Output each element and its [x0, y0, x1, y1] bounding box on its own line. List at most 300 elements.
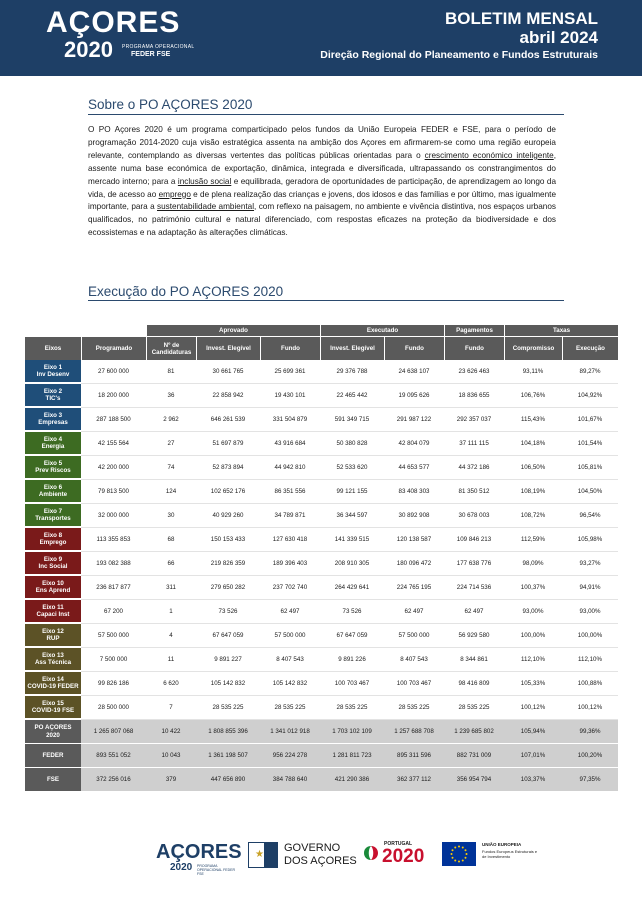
table-cell: 42 155 564	[81, 432, 146, 456]
table-cell: 30 678 003	[444, 504, 504, 528]
table-cell: 8 407 543	[260, 648, 320, 672]
axis-name: Prev Riscos	[35, 467, 71, 474]
table-cell: 52 533 620	[320, 456, 384, 480]
table-cell: 100,37%	[504, 576, 562, 600]
eu-star	[462, 860, 464, 862]
table-cell: 1 341 012 918	[260, 720, 320, 744]
table-row	[25, 576, 618, 600]
table-cell: 100,12%	[562, 696, 618, 720]
table-row	[25, 480, 618, 504]
table-row	[25, 432, 618, 456]
axis-label	[25, 408, 81, 432]
table-cell: 56 929 580	[444, 624, 504, 648]
group-blank	[25, 325, 146, 336]
table-cell: 956 224 278	[260, 744, 320, 768]
table-cell: 30 661 765	[196, 360, 260, 384]
table-cell: 98 416 809	[444, 672, 504, 696]
table-cell: 1	[146, 600, 196, 624]
table-cell: 150 153 433	[196, 528, 260, 552]
axis-number: Eixo 14	[42, 675, 64, 683]
footer-portugal-year: 2020	[382, 846, 425, 867]
table-row	[25, 360, 618, 384]
table-cell: 43 916 684	[260, 432, 320, 456]
table-cell: 279 650 282	[196, 576, 260, 600]
table-cell: 99 826 186	[81, 672, 146, 696]
total-label	[25, 744, 81, 768]
table-cell: 36 344 597	[320, 504, 384, 528]
table-cell: 106,50%	[504, 456, 562, 480]
axis-name: Ens Aprend	[35, 587, 71, 594]
table-cell: 292 357 037	[444, 408, 504, 432]
table-cell: 104,92%	[562, 384, 618, 408]
table-cell: 112,59%	[504, 528, 562, 552]
table-cell: 112,10%	[504, 648, 562, 672]
table-cell: 120 138 587	[384, 528, 444, 552]
table-cell: 193 082 388	[81, 552, 146, 576]
table-cell: 100 703 467	[320, 672, 384, 696]
group-executado: Executado	[320, 325, 444, 336]
table-cell: 115,43%	[504, 408, 562, 432]
compromisso-header: Compromisso	[504, 336, 562, 360]
azores-flag-icon	[248, 842, 278, 868]
logo-year: 2020	[64, 37, 113, 62]
table-cell: 24 638 107	[384, 360, 444, 384]
table-cell: 30	[146, 504, 196, 528]
axis-label	[25, 456, 81, 480]
eu-star	[458, 861, 460, 863]
about-section-rule	[88, 114, 564, 115]
table-cell: 79 813 500	[81, 480, 146, 504]
footer-eu-label: UNIÃO EUROPEIA	[482, 842, 522, 847]
table-cell: 180 096 472	[384, 552, 444, 576]
table-cell: 96,54%	[562, 504, 618, 528]
table-cell: 29 376 788	[320, 360, 384, 384]
eu-star	[452, 857, 454, 859]
table-cell: 104,18%	[504, 432, 562, 456]
table-cell: 591 349 715	[320, 408, 384, 432]
table-cell: 9 891 227	[196, 648, 260, 672]
table-group-header	[25, 325, 618, 336]
table-cell: 101,54%	[562, 432, 618, 456]
table-cell: 882 731 009	[444, 744, 504, 768]
bulletin-period: abril 2024	[519, 28, 598, 47]
table-cell: 447 656 890	[196, 768, 260, 792]
table-cell: 103,37%	[504, 768, 562, 792]
eu-star	[454, 860, 456, 862]
table-cell: 62 497	[260, 600, 320, 624]
emprego-link[interactable]: emprego	[158, 189, 191, 199]
table-cell: 109 846 213	[444, 528, 504, 552]
crescimento-link[interactable]: crescimento económico inteligente	[424, 150, 554, 160]
eu-star	[452, 849, 454, 851]
table-cell: 895 311 596	[384, 744, 444, 768]
table-cell: 73 526	[320, 600, 384, 624]
table-cell: 237 702 740	[260, 576, 320, 600]
table-cell: 106,76%	[504, 384, 562, 408]
table-cell: 74	[146, 456, 196, 480]
about-text-part: e equilibrada, geradora de oportunidades de participação, de aprendizagem ao longo da vida, de acesso ao	[88, 176, 557, 199]
table-cell: 100,00%	[504, 624, 562, 648]
table-row	[25, 672, 618, 696]
table-cell: 8 407 543	[384, 648, 444, 672]
axis-label	[25, 504, 81, 528]
table-row	[25, 648, 618, 672]
axis-label	[25, 600, 81, 624]
axis-label	[25, 360, 81, 384]
axis-number: Eixo 15	[42, 699, 64, 707]
total-row	[25, 768, 618, 792]
execution-section-title: Execução do PO AÇORES 2020	[88, 284, 284, 299]
acores-2020-logo: AÇORES	[46, 6, 181, 39]
table-cell: 62 497	[384, 600, 444, 624]
total-name: PO AÇORES	[34, 724, 72, 732]
axis-name: Ambiente	[38, 491, 68, 498]
total-name: FEDER	[42, 751, 64, 759]
execution-section-rule	[88, 300, 564, 301]
axis-name: Energia	[41, 443, 65, 450]
total-label	[25, 768, 81, 792]
axis-label	[25, 648, 81, 672]
axis-label	[25, 672, 81, 696]
table-cell: 141 339 515	[320, 528, 384, 552]
table-cell: 1 703 102 109	[320, 720, 384, 744]
table-cell: 219 826 359	[196, 552, 260, 576]
total-name-2: 2020	[46, 731, 60, 739]
table-cell: 34 789 871	[260, 504, 320, 528]
table-cell: 28 535 225	[196, 696, 260, 720]
logo-program-label: PROGRAMA OPERACIONAL	[122, 44, 195, 50]
table-cell: 208 910 305	[320, 552, 384, 576]
table-cell: 331 504 879	[260, 408, 320, 432]
table-cell: 384 788 640	[260, 768, 320, 792]
programado-header: Programado	[81, 336, 146, 360]
table-cell: 83 408 303	[384, 480, 444, 504]
table-cell: 177 638 776	[444, 552, 504, 576]
table-cell: 81	[146, 360, 196, 384]
table-cell: 19 430 101	[260, 384, 320, 408]
table-cell: 67 200	[81, 600, 146, 624]
page-header	[0, 0, 642, 76]
table-cell: 236 817 877	[81, 576, 146, 600]
table-row	[25, 504, 618, 528]
table-cell: 105,33%	[504, 672, 562, 696]
table-cell: 37 111 115	[444, 432, 504, 456]
table-body	[25, 360, 618, 792]
table-cell: 2 962	[146, 408, 196, 432]
flag-star-icon: ★	[255, 849, 264, 860]
footer-acores-sub: PROGRAMA OPERACIONAL FEDER FSE	[197, 864, 235, 876]
table-row	[25, 552, 618, 576]
axis-number: Eixo 5	[43, 459, 63, 467]
table-row	[25, 600, 618, 624]
axis-name: Capaci Inst	[36, 611, 70, 618]
table-cell: 421 290 386	[320, 768, 384, 792]
table-cell: 105,94%	[504, 720, 562, 744]
table-cell: 86 351 556	[260, 480, 320, 504]
table-cell: 127 630 418	[260, 528, 320, 552]
group-aprovado: Aprovado	[146, 325, 320, 336]
axis-label	[25, 624, 81, 648]
table-cell: 93,00%	[504, 600, 562, 624]
about-section-title: Sobre o PO AÇORES 2020	[88, 97, 253, 112]
table-cell: 57 500 000	[260, 624, 320, 648]
table-cell: 42 200 000	[81, 456, 146, 480]
footer-governo-label: GOVERNO	[284, 842, 341, 854]
table-cell: 93,27%	[562, 552, 618, 576]
table-column-header	[25, 336, 618, 360]
table-cell: 66	[146, 552, 196, 576]
axis-number: Eixo 8	[43, 531, 63, 539]
table-cell: 94,91%	[562, 576, 618, 600]
table-cell: 40 929 260	[196, 504, 260, 528]
table-cell: 50 380 828	[320, 432, 384, 456]
table-cell: 311	[146, 576, 196, 600]
table-cell: 68	[146, 528, 196, 552]
table-row	[25, 696, 618, 720]
table-row	[25, 408, 618, 432]
table-cell: 1 265 807 068	[81, 720, 146, 744]
table-cell: 102 652 176	[196, 480, 260, 504]
total-row	[25, 720, 618, 744]
axis-label	[25, 432, 81, 456]
eu-star	[454, 847, 456, 849]
table-cell: 224 714 536	[444, 576, 504, 600]
bulletin-organization: Direção Regional do Planeamento e Fundos Estruturais	[320, 49, 598, 61]
table-cell: 189 396 403	[260, 552, 320, 576]
table-cell: 89,27%	[562, 360, 618, 384]
about-text-part: , com reflexo na paisagem, no ambiente e vivência distintiva, nos espaços urbanos qualificados, no património cultural e natural diferenciado, com respostas eficazes na proteção da biodiversidade e dos ecossistemas e na adaptação às alterações climáticas.	[88, 202, 556, 238]
table-cell: 18 836 655	[444, 384, 504, 408]
axis-label	[25, 480, 81, 504]
table-cell: 99 121 155	[320, 480, 384, 504]
table-cell: 44 942 810	[260, 456, 320, 480]
execution-table	[25, 325, 618, 792]
table-cell: 113 355 853	[81, 528, 146, 552]
axis-label	[25, 696, 81, 720]
table-cell: 100 703 467	[384, 672, 444, 696]
about-text-part: O PO Açores 2020 é um programa comparticipado pelos fundos da União Europeia FEDER e FSE, para o período de programação 2014-2020 cuja visão estratégica assenta na ambição dos Açores em afirmarem-se como uma região europeia relevante, contemplando as diversas vertentes das políticas públicas orientadas para o	[88, 125, 556, 160]
table-cell: 100,00%	[562, 624, 618, 648]
execucao-header: Execução	[562, 336, 618, 360]
table-cell: 105,98%	[562, 528, 618, 552]
table-cell: 6 620	[146, 672, 196, 696]
aprov-invest-header: Invest. Elegível	[196, 336, 260, 360]
table-cell: 11	[146, 648, 196, 672]
table-cell: 81 350 512	[444, 480, 504, 504]
table-cell: 67 647 059	[196, 624, 260, 648]
table-cell: 18 200 000	[81, 384, 146, 408]
group-pagamentos: Pagamentos	[444, 325, 504, 336]
axis-name: Transportes	[35, 515, 71, 522]
axis-number: Eixo 2	[43, 387, 63, 395]
table-cell: 107,01%	[504, 744, 562, 768]
table-cell: 10 043	[146, 744, 196, 768]
group-taxas: Taxas	[504, 325, 618, 336]
total-row	[25, 744, 618, 768]
table-row	[25, 528, 618, 552]
table-cell: 42 804 079	[384, 432, 444, 456]
footer-eu-funds: Fundos Europeus Estruturais e de Investimento	[482, 849, 538, 859]
table-cell: 287 188 500	[81, 408, 146, 432]
table-cell: 100,12%	[504, 696, 562, 720]
axis-number: Eixo 11	[42, 603, 64, 611]
table-cell: 112,10%	[562, 648, 618, 672]
table-cell: 291 987 122	[384, 408, 444, 432]
table-cell: 1 808 855 396	[196, 720, 260, 744]
table-cell: 99,36%	[562, 720, 618, 744]
eu-star	[465, 857, 467, 859]
table-cell: 224 765 195	[384, 576, 444, 600]
axis-number: Eixo 12	[42, 627, 64, 635]
table-cell: 32 000 000	[81, 504, 146, 528]
axis-name: TIC's	[45, 395, 61, 402]
axis-number: Eixo 3	[43, 411, 63, 419]
table-cell: 28 535 225	[384, 696, 444, 720]
axis-number: Eixo 1	[43, 363, 63, 371]
table-cell: 52 873 894	[196, 456, 260, 480]
axis-number: Eixo 7	[43, 507, 63, 515]
eu-star	[466, 853, 468, 855]
table-cell: 73 526	[196, 600, 260, 624]
table-cell: 62 497	[444, 600, 504, 624]
axis-label	[25, 552, 81, 576]
table-cell: 646 261 539	[196, 408, 260, 432]
exec-fundo-header: Fundo	[384, 336, 444, 360]
eu-star	[465, 849, 467, 851]
table-cell: 98,09%	[504, 552, 562, 576]
eu-star	[458, 846, 460, 848]
about-paragraph	[88, 124, 556, 240]
table-cell: 105,81%	[562, 456, 618, 480]
table-cell: 28 535 225	[320, 696, 384, 720]
table-cell: 93,00%	[562, 600, 618, 624]
axis-name: Inc Social	[38, 563, 68, 570]
axis-label	[25, 384, 81, 408]
axis-number: Eixo 6	[43, 483, 63, 491]
axis-name: COVID-19 FSE	[31, 707, 75, 714]
table-cell: 100,88%	[562, 672, 618, 696]
table-cell: 362 377 112	[384, 768, 444, 792]
table-cell: 9 891 226	[320, 648, 384, 672]
table-row	[25, 384, 618, 408]
pag-fundo-header: Fundo	[444, 336, 504, 360]
axis-number: Eixo 13	[42, 651, 64, 659]
table-cell: 27 600 000	[81, 360, 146, 384]
table-cell: 51 697 879	[196, 432, 260, 456]
table-cell: 108,19%	[504, 480, 562, 504]
about-text-part: , assente numa base económica de exportação, dinâmica, integrada e diversificada, ultrapassando os constrangimentos do mercado interno; para a	[88, 150, 556, 186]
table-cell: 93,11%	[504, 360, 562, 384]
table-cell: 893 551 052	[81, 744, 146, 768]
logo-funds-label: FEDER FSE	[131, 51, 171, 58]
table-cell: 22 465 442	[320, 384, 384, 408]
table-cell: 36	[146, 384, 196, 408]
table-cell: 28 535 225	[260, 696, 320, 720]
table-cell: 28 535 225	[444, 696, 504, 720]
axis-label	[25, 576, 81, 600]
axis-name: Emprego	[39, 539, 67, 546]
table-cell: 44 653 577	[384, 456, 444, 480]
table-cell: 44 372 186	[444, 456, 504, 480]
about-text-part: e de plena realização das crianças e jovens, dos idosos e das famílias e por último, mas igualmente importante, para a	[88, 189, 556, 212]
table-cell: 30 892 908	[384, 504, 444, 528]
table-row	[25, 456, 618, 480]
table-cell: 57 500 000	[81, 624, 146, 648]
bulletin-title: BOLETIM MENSAL	[445, 9, 598, 28]
table-cell: 1 361 198 507	[196, 744, 260, 768]
bulletin-title-block	[320, 9, 598, 62]
table-cell: 100,20%	[562, 744, 618, 768]
table-cell: 105 142 832	[260, 672, 320, 696]
table-cell: 372 256 016	[81, 768, 146, 792]
exec-invest-header: Invest. Elegível	[320, 336, 384, 360]
table-row	[25, 624, 618, 648]
table-cell: 22 858 942	[196, 384, 260, 408]
axis-name: Ass Técnica	[34, 659, 72, 666]
table-cell: 7	[146, 696, 196, 720]
table-cell: 27	[146, 432, 196, 456]
table-cell: 1 281 811 723	[320, 744, 384, 768]
axis-header: Eixos	[25, 336, 81, 360]
footer-acores-year: 2020	[170, 862, 193, 873]
aprov-fundo-header: Fundo	[260, 336, 320, 360]
table-cell: 1 239 685 802	[444, 720, 504, 744]
table-cell: 28 500 000	[81, 696, 146, 720]
table-cell: 124	[146, 480, 196, 504]
table-cell: 101,67%	[562, 408, 618, 432]
table-cell: 356 954 794	[444, 768, 504, 792]
axis-name: Empresas	[38, 419, 68, 426]
eu-star	[451, 853, 453, 855]
inclusao-social-link[interactable]: inclusão social	[177, 176, 232, 186]
table-cell: 105 142 832	[196, 672, 260, 696]
table-cell: 264 429 641	[320, 576, 384, 600]
table-cell: 379	[146, 768, 196, 792]
footer-logos	[0, 828, 642, 888]
axis-name: RUP	[46, 635, 60, 642]
total-label	[25, 720, 81, 744]
axis-name: Inv Desenv	[36, 371, 70, 378]
table-cell: 19 095 626	[384, 384, 444, 408]
eu-star	[462, 847, 464, 849]
axis-number: Eixo 9	[43, 555, 63, 563]
table-cell: 8 344 861	[444, 648, 504, 672]
sustentabilidade-link[interactable]: sustentabilidade ambiental	[157, 202, 255, 212]
table-cell: 10 422	[146, 720, 196, 744]
table-cell: 67 647 059	[320, 624, 384, 648]
table-cell: 7 500 000	[81, 648, 146, 672]
table-cell: 1 257 688 708	[384, 720, 444, 744]
total-name: FSE	[46, 775, 60, 783]
candidaturas-header: Nº de Candidaturas	[146, 336, 196, 360]
axis-number: Eixo 10	[42, 579, 64, 587]
footer-portugal-label: PORTUGAL	[384, 841, 413, 847]
axis-label	[25, 528, 81, 552]
table-cell: 25 699 361	[260, 360, 320, 384]
axis-name: COVID-19 FEDER	[27, 683, 79, 690]
table-cell: 4	[146, 624, 196, 648]
footer-governo-label-2: DOS AÇORES	[284, 855, 357, 867]
table-cell: 97,35%	[562, 768, 618, 792]
eu-flag-icon	[442, 842, 476, 866]
axis-number: Eixo 4	[43, 435, 63, 443]
table-cell: 104,50%	[562, 480, 618, 504]
table-cell: 57 500 000	[384, 624, 444, 648]
table-cell: 108,72%	[504, 504, 562, 528]
footer-acores-logo: AÇORES	[156, 841, 242, 863]
portugal-2020-mark-icon	[362, 844, 380, 862]
table-cell: 23 626 463	[444, 360, 504, 384]
